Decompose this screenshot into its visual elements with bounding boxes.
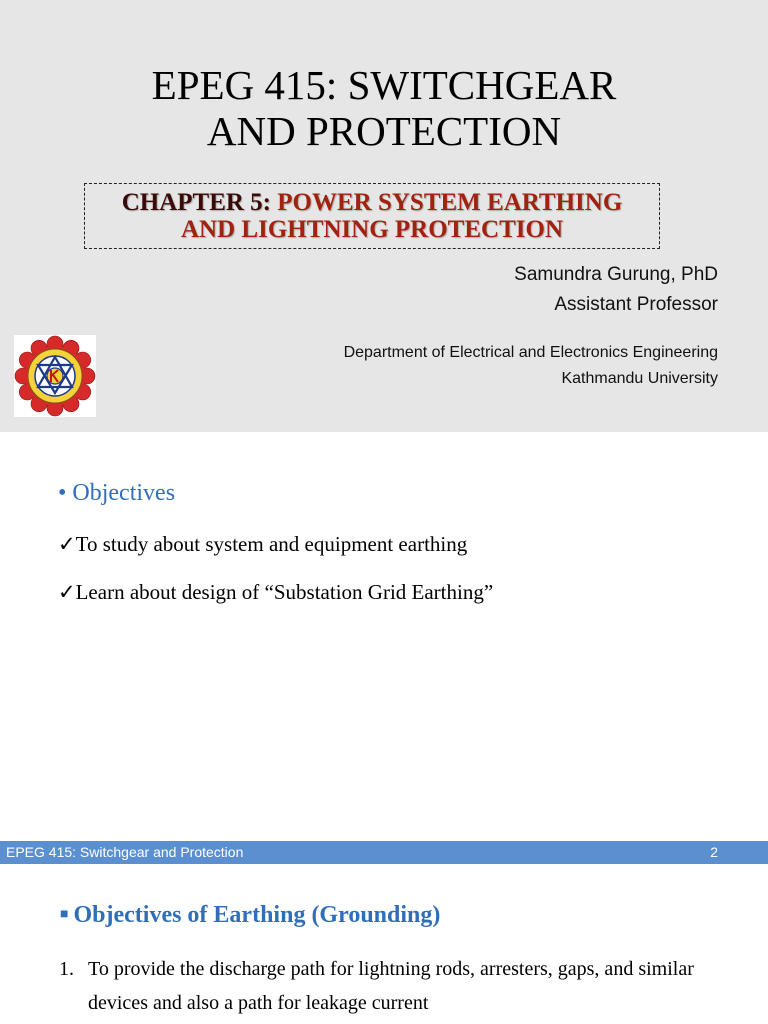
square-bullet-icon: ■: [60, 907, 69, 922]
author-role: Assistant Professor: [554, 294, 718, 315]
university-name: Kathmandu University: [561, 370, 718, 387]
earthing-objectives-slide: [0, 864, 768, 1024]
footer-page-number: 2: [710, 844, 718, 860]
chapter-label: CHAPTER 5:: [121, 189, 272, 216]
earthing-heading: [60, 902, 440, 929]
bullet-dot-icon: •: [58, 480, 67, 506]
chapter-title-box: [84, 183, 660, 249]
university-logo-icon: [14, 335, 96, 417]
list-item-text: To provide the discharge path for lightning rods, arresters, gaps, and similar devices and also a path for leakage current: [88, 958, 694, 1014]
author-name: Samundra Gurung, PhD: [514, 264, 718, 285]
list-item-number: 1.: [59, 958, 74, 980]
title-line-1: EPEG 415: SWITCHGEAR: [151, 62, 617, 108]
chapter-title-line-2: AND LIGHTNING PROTECTION: [181, 216, 563, 243]
department-name: Department of Electrical and Electronics Engineering: [343, 344, 718, 361]
numbered-list-item: [59, 952, 739, 1020]
objective-item: [58, 580, 493, 605]
objectives-heading-text: Objectives: [72, 480, 176, 506]
checkmark-icon: ✓: [58, 532, 76, 556]
objective-item-text: Learn about design of “Substation Grid Earthing”: [75, 580, 494, 604]
presentation-title: [0, 62, 768, 154]
objective-item-text: To study about system and equipment earthing: [75, 532, 468, 556]
chapter-title-line-1: POWER SYSTEM EARTHING: [277, 189, 623, 216]
objectives-heading: [58, 480, 175, 507]
title-slide: [0, 0, 768, 432]
earthing-heading-text: Objectives of Earthing (Grounding): [73, 902, 441, 928]
objective-item: [58, 532, 467, 557]
footer-course-title: EPEG 415: Switchgear and Protection: [6, 844, 244, 860]
checkmark-icon: ✓: [58, 580, 76, 604]
chapter-line-1: [85, 189, 659, 216]
title-line-2: AND PROTECTION: [206, 108, 562, 154]
objectives-slide: [0, 432, 768, 840]
slide-footer-bar: [0, 841, 768, 864]
